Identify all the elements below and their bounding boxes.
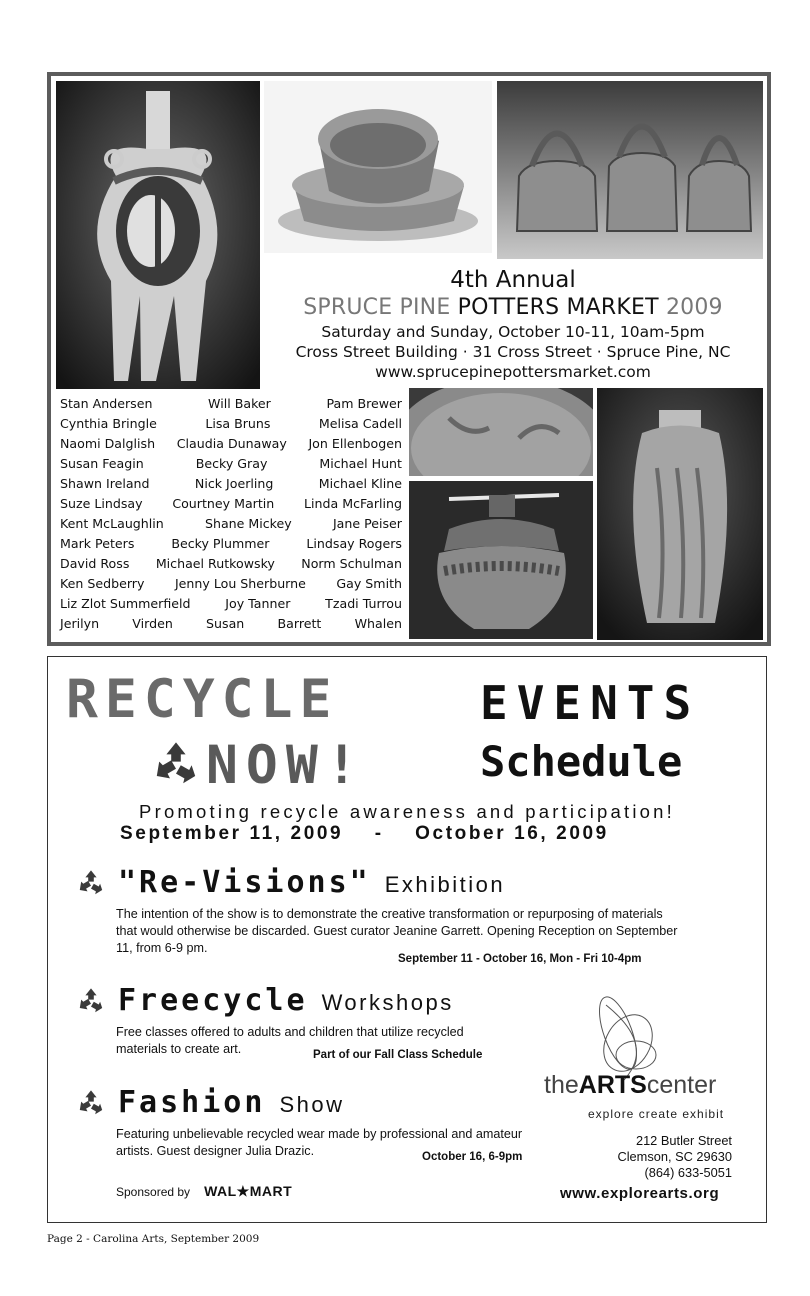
artist-name: Pam Brewer xyxy=(326,396,402,411)
artist-row xyxy=(60,514,402,534)
artist-name: Ken Sedberry xyxy=(60,576,145,591)
recycle-symbol-icon xyxy=(76,869,106,897)
artist-name: Claudia Dunaway xyxy=(176,436,287,451)
arts-center-address xyxy=(600,1133,732,1181)
address-street: 212 Butler Street xyxy=(635,1133,732,1148)
artist-name: Michael Rutkowsky xyxy=(155,556,275,571)
artist-name: Naomi Dalglish xyxy=(60,436,156,451)
address-phone: (864) 633-5051 xyxy=(644,1165,732,1180)
walmart-logo: WAL★MART xyxy=(204,1183,293,1199)
market-location: Cross Street Building · 31 Cross Street · Spruce Pine, NC xyxy=(295,343,731,361)
artist-name: Melisa Cadell xyxy=(318,416,402,431)
event-title-main: Fashion xyxy=(118,1085,266,1120)
event-when: October 16, 6-9pm xyxy=(422,1151,523,1163)
artist-name: Stan Andersen xyxy=(60,396,153,411)
promo-tagline: Promoting recycle awareness and participation! xyxy=(139,801,675,822)
artist-name: Jane Peiser xyxy=(332,516,402,531)
recycle-symbol-icon xyxy=(76,1089,106,1117)
artist-name: Whalen xyxy=(354,616,402,631)
arts-center-tagline: explore create exhibit xyxy=(588,1107,725,1121)
artist-name: Lindsay Rogers xyxy=(306,536,402,551)
artist-name: Courtney Martin xyxy=(172,496,275,511)
pottery-photo-bottle xyxy=(56,81,260,389)
artist-row xyxy=(60,434,402,454)
recycle-symbol-icon xyxy=(152,740,200,792)
pottery-photo-plate xyxy=(409,388,593,476)
artist-name: Becky Plummer xyxy=(171,536,270,551)
artist-name: Will Baker xyxy=(208,396,271,411)
arts-center-name xyxy=(544,1071,716,1100)
market-dates: Saturday and Sunday, October 10-11, 10am-5pm xyxy=(321,323,705,341)
event-description: Featuring unbelievable recycled wear made by professional and amateur artists. Guest designer Julia Drazic. xyxy=(116,1127,523,1158)
events-heading: EVENTS xyxy=(480,676,701,730)
sponsor-line xyxy=(116,1183,292,1200)
recycle-events-ad xyxy=(47,656,767,1223)
event-title-main: Freecycle xyxy=(118,983,308,1018)
artist-name: Mark Peters xyxy=(60,536,135,551)
artist-name: Jon Ellenbogen xyxy=(308,436,402,451)
page-footer: Page 2 - Carolina Arts, September 2009 xyxy=(47,1233,260,1245)
artist-name: Becky Gray xyxy=(195,456,268,471)
artist-name: Linda McFarling xyxy=(304,496,402,511)
artist-row xyxy=(60,554,402,574)
event-title-sub: Show xyxy=(279,1092,345,1117)
artist-name: Tzadi Turrou xyxy=(325,596,402,611)
now-heading: NOW! xyxy=(206,735,366,796)
artist-name: Virden xyxy=(132,616,173,631)
artist-list xyxy=(60,394,402,634)
artist-row xyxy=(60,594,402,614)
artist-name: Susan xyxy=(206,616,245,631)
arts-name-pre: the xyxy=(544,1071,579,1099)
market-title xyxy=(263,294,763,322)
now-heading-group xyxy=(152,735,366,797)
event-when: September 11 - October 16, Mon - Fri 10-4pm xyxy=(398,953,642,965)
artist-name: Gay Smith xyxy=(336,576,402,591)
artist-name: Cynthia Bringle xyxy=(60,416,157,431)
artist-name: Jenny Lou Sherburne xyxy=(174,576,306,591)
recycle-symbol-icon xyxy=(76,987,106,1015)
event-title xyxy=(76,865,716,900)
artist-name: Barrett xyxy=(277,616,322,631)
arts-name-bold: ARTS xyxy=(578,1071,647,1099)
arts-center-website[interactable]: www.explorearts.org xyxy=(560,1185,720,1202)
address-city: Clemson, SC 29630 xyxy=(617,1149,732,1164)
market-header xyxy=(263,266,763,382)
artist-name: Kent McLaughlin xyxy=(60,516,164,531)
sponsored-by-label: Sponsored by xyxy=(116,1184,191,1199)
artist-row xyxy=(60,474,402,494)
event-re-visions xyxy=(76,865,716,965)
artist-name: Jerilyn xyxy=(60,616,100,631)
artist-row xyxy=(60,614,402,634)
artist-name: Shane Mickey xyxy=(204,516,292,531)
artist-name: Suze Lindsay xyxy=(60,496,143,511)
artist-name: Norm Schulman xyxy=(301,556,402,571)
recycle-heading: RECYCLE xyxy=(66,669,339,730)
event-title-main: "Re-Visions" xyxy=(118,865,371,900)
artist-name: Shawn Ireland xyxy=(60,476,150,491)
event-description: Free classes offered to adults and children that utilize recycled materials to create art. xyxy=(116,1025,464,1056)
market-title-part2: POTTERS MARKET xyxy=(457,295,659,320)
event-title-sub: Workshops xyxy=(321,990,454,1015)
artist-name: Liz Zlot Summerfield xyxy=(60,596,191,611)
potters-market-ad xyxy=(47,72,771,646)
artist-row xyxy=(60,454,402,474)
event-when: Part of our Fall Class Schedule xyxy=(313,1049,483,1061)
market-website[interactable]: www.sprucepinepottersmarket.com xyxy=(375,363,651,381)
event-title-sub: Exhibition xyxy=(384,872,506,897)
artist-name: Joy Tanner xyxy=(225,596,291,611)
event-date-range: September 11, 2009 - October 16, 2009 xyxy=(120,823,609,844)
artist-name: Michael Kline xyxy=(318,476,402,491)
artist-name: David Ross xyxy=(60,556,130,571)
artist-row xyxy=(60,534,402,554)
schedule-heading: Schedule xyxy=(480,737,683,786)
artist-row xyxy=(60,574,402,594)
arts-name-post: center xyxy=(646,1071,717,1099)
market-annual: 4th Annual xyxy=(450,267,576,293)
pottery-photo-baking-dish xyxy=(264,81,492,253)
market-title-part3: 2009 xyxy=(658,295,723,320)
pottery-photo-tall-vase xyxy=(597,388,763,640)
artist-name: Nick Joerling xyxy=(194,476,274,491)
event-description: The intention of the show is to demonstrate the creative transformation or repurposing of materials that would otherwise be discarded. Guest curator Jeanine Garrett. Opening Reception on September 11, from 6-9 pm. xyxy=(116,907,678,955)
market-title-part1: SPRUCE PINE xyxy=(303,295,458,320)
artist-name: Lisa Bruns xyxy=(205,416,271,431)
pottery-photo-lidded-jar xyxy=(409,481,593,639)
artist-row xyxy=(60,414,402,434)
pottery-photo-basket-vessels xyxy=(497,81,763,259)
artist-name: Michael Hunt xyxy=(319,456,402,471)
artist-row xyxy=(60,494,402,514)
artist-name: Susan Feagin xyxy=(60,456,144,471)
artist-row xyxy=(60,394,402,414)
